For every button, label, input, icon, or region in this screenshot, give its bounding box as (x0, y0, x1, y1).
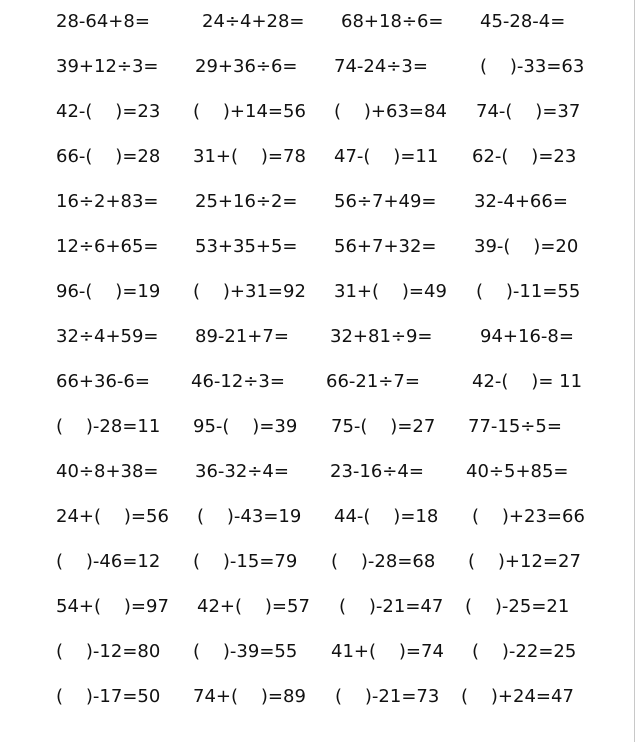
fill-blank-problem: 42-( )= 11 (472, 371, 583, 392)
fill-blank-problem: 44-( )=18 (334, 506, 439, 527)
fill-blank-problem: 39-( )=20 (474, 236, 579, 257)
fill-blank-problem: ( )-46=12 (56, 551, 161, 572)
problem-row (0, 142, 635, 172)
fill-blank-problem: ( )-39=55 (193, 641, 298, 662)
fill-blank-problem: 66-( )=28 (56, 146, 161, 167)
arithmetic-problem: 40÷8+38= (56, 461, 159, 482)
fill-blank-problem: 75-( )=27 (331, 416, 436, 437)
fill-blank-problem: ( )-15=79 (193, 551, 298, 572)
problem-row (0, 277, 635, 307)
fill-blank-problem: 62-( )=23 (472, 146, 577, 167)
fill-blank-problem: 96-( )=19 (56, 281, 161, 302)
arithmetic-problem: 39+12÷3= (56, 56, 159, 77)
fill-blank-problem: ( )-22=25 (472, 641, 577, 662)
fill-blank-problem: 42-( )=23 (56, 101, 161, 122)
arithmetic-problem: 32+81÷9= (330, 326, 433, 347)
arithmetic-problem: 40÷5+85= (466, 461, 569, 482)
fill-blank-problem: 74+( )=89 (193, 686, 306, 707)
fill-blank-problem: ( )-11=55 (476, 281, 581, 302)
fill-blank-problem: 31+( )=49 (334, 281, 447, 302)
arithmetic-problem: 16÷2+83= (56, 191, 159, 212)
arithmetic-problem: 45-28-4= (480, 11, 566, 32)
fill-blank-problem: 31+( )=78 (193, 146, 306, 167)
arithmetic-problem: 74-24÷3= (334, 56, 428, 77)
problem-row (0, 322, 635, 352)
arithmetic-problem: 28-64+8= (56, 11, 150, 32)
fill-blank-problem: ( )-21=73 (335, 686, 440, 707)
fill-blank-problem: ( )-28=11 (56, 416, 161, 437)
arithmetic-problem: 66-21÷7= (326, 371, 420, 392)
problem-row (0, 7, 635, 37)
arithmetic-problem: 77-15÷5= (468, 416, 562, 437)
arithmetic-problem: 56÷7+49= (334, 191, 437, 212)
fill-blank-problem: ( )+63=84 (334, 101, 447, 122)
arithmetic-problem: 32÷4+59= (56, 326, 159, 347)
fill-blank-problem: 95-( )=39 (193, 416, 298, 437)
problem-row (0, 547, 635, 577)
fill-blank-problem: ( )-33=63 (480, 56, 585, 77)
fill-blank-problem: ( )-12=80 (56, 641, 161, 662)
fill-blank-problem: ( )-43=19 (197, 506, 302, 527)
fill-blank-problem: 47-( )=11 (334, 146, 439, 167)
problem-row (0, 502, 635, 532)
arithmetic-problem: 94+16-8= (480, 326, 574, 347)
fill-blank-problem: 74-( )=37 (476, 101, 581, 122)
problem-row (0, 367, 635, 397)
fill-blank-problem: ( )+12=27 (468, 551, 581, 572)
arithmetic-problem: 66+36-6= (56, 371, 150, 392)
arithmetic-problem: 23-16÷4= (330, 461, 424, 482)
fill-blank-problem: ( )+23=66 (472, 506, 585, 527)
arithmetic-problem: 53+35+5= (195, 236, 298, 257)
fill-blank-problem: 54+( )=97 (56, 596, 169, 617)
problem-row (0, 592, 635, 622)
arithmetic-problem: 68+18÷6= (341, 11, 444, 32)
fill-blank-problem: 24+( )=56 (56, 506, 169, 527)
arithmetic-problem: 56+7+32= (334, 236, 437, 257)
fill-blank-problem: ( )+31=92 (193, 281, 306, 302)
arithmetic-problem: 12÷6+65= (56, 236, 159, 257)
problem-row (0, 637, 635, 667)
arithmetic-problem: 29+36÷6= (195, 56, 298, 77)
arithmetic-problem: 89-21+7= (195, 326, 289, 347)
problem-row (0, 52, 635, 82)
problem-row (0, 187, 635, 217)
arithmetic-problem: 25+16÷2= (195, 191, 298, 212)
fill-blank-problem: ( )+24=47 (461, 686, 574, 707)
arithmetic-problem: 36-32÷4= (195, 461, 289, 482)
arithmetic-problem: 32-4+66= (474, 191, 568, 212)
fill-blank-problem: ( )-28=68 (331, 551, 436, 572)
fill-blank-problem: 42+( )=57 (197, 596, 310, 617)
problem-row (0, 232, 635, 262)
problem-row (0, 682, 635, 712)
problem-row (0, 412, 635, 442)
fill-blank-problem: ( )-21=47 (339, 596, 444, 617)
fill-blank-problem: 41+( )=74 (331, 641, 444, 662)
problem-row (0, 457, 635, 487)
fill-blank-problem: ( )-25=21 (465, 596, 570, 617)
fill-blank-problem: ( )+14=56 (193, 101, 306, 122)
arithmetic-problem: 24÷4+28= (202, 11, 305, 32)
problem-row (0, 97, 635, 127)
fill-blank-problem: ( )-17=50 (56, 686, 161, 707)
arithmetic-problem: 46-12÷3= (191, 371, 285, 392)
